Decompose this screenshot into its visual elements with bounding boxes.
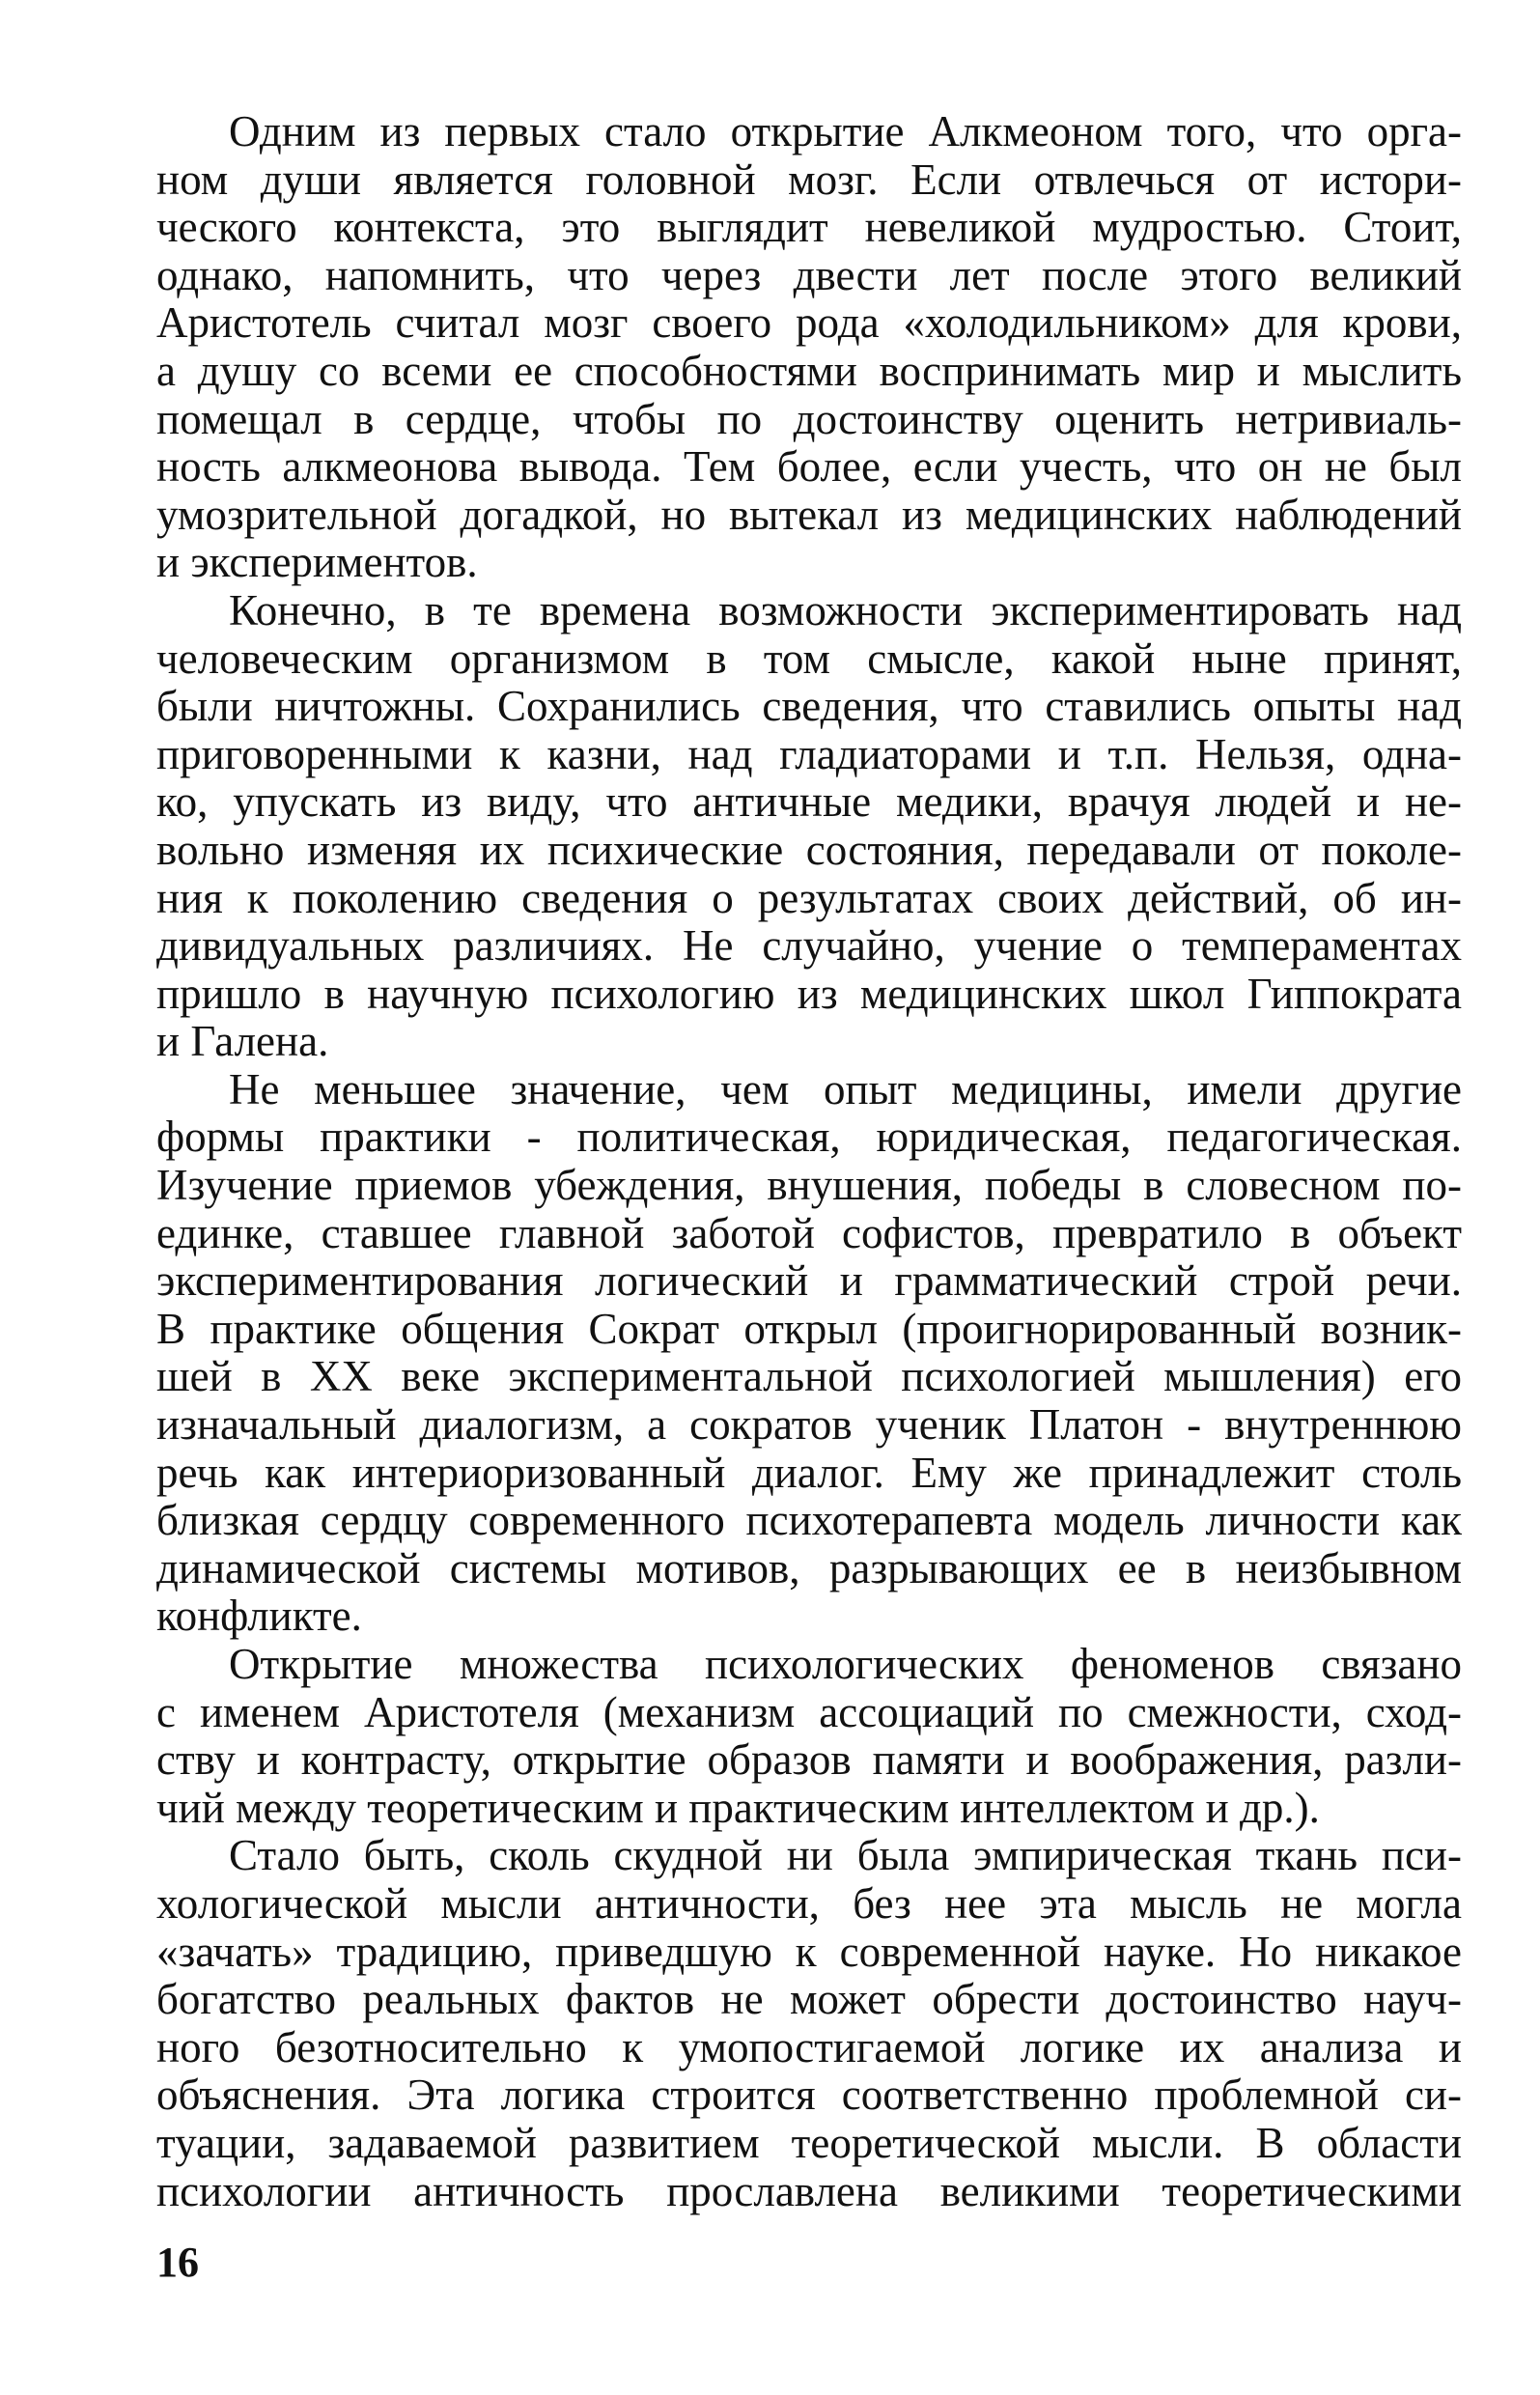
paragraph-5	[156, 1832, 1462, 2215]
text-line: а душу со всеми ее способностями воспринимать мир и мыслить	[156, 346, 1462, 395]
text-line: приговоренными к казни, над гладиаторами и т.п. Нельзя, одна-	[156, 729, 1462, 778]
text-line: богатство реальных фактов не может обрести достоинство науч-	[156, 1975, 1462, 2024]
text-line: Одним из первых стало открытие Алкмеоном того, что орга-	[229, 107, 1462, 155]
text-line: близкая сердцу современного психотерапевта модель личности как	[156, 1496, 1462, 1545]
paragraph-3	[156, 1066, 1462, 1641]
text-line: умозрительной догадкой, но вытекал из медицинских наблюдений	[156, 490, 1462, 539]
text-line: пришло в научную психологию из медицинских школ Гиппократа	[156, 969, 1462, 1018]
text-line: однако, напомнить, что через двести лет после этого великий	[156, 250, 1462, 299]
text-line: ность алкмеонова вывода. Тем более, если учесть, что он не был	[156, 442, 1462, 492]
text-line: динамической системы мотивов, разрывающих ее в неизбывном	[156, 1543, 1462, 1592]
text-line: конфликте.	[156, 1592, 362, 1641]
text-line: дивидуальных различиях. Не случайно, учение о темпераментах	[156, 921, 1462, 971]
text-line: единке, ставшее главной заботой софистов, превратило в объект	[156, 1208, 1462, 1257]
text-line: Конечно, в те времена возможности экспериментировать над	[229, 585, 1462, 634]
text-line: были ничтожны. Сохранились сведения, что ставились опыты над	[156, 682, 1462, 731]
text-line: психологии античность прославлена великими теоретическими	[156, 2166, 1462, 2215]
paragraph-2	[156, 587, 1462, 1066]
text-line: экспериментирования логический и грамматический строй речи.	[156, 1256, 1462, 1306]
text-line: Изучение приемов убеждения, внушения, победы в словесном по-	[156, 1161, 1462, 1210]
text-line: «зачать» традицию, приведшую к современной науке. Но никакое	[156, 1927, 1462, 1976]
text-line: ко, упускать из виду, что античные медики, врачуя людей и не-	[156, 777, 1462, 827]
text-line: Не меньшее значение, чем опыт медицины, имели другие	[229, 1064, 1462, 1113]
text-line: Открытие множества психологических феноменов связано	[229, 1640, 1462, 1688]
text-line: Стало быть, сколь скудной ни была эмпирическая ткань пси-	[229, 1831, 1462, 1880]
text-line: туации, задаваемой развитием теоретической мысли. В области	[156, 2118, 1462, 2167]
text-line: формы практики - политическая, юридическая, педагогическая.	[156, 1113, 1462, 1162]
text-line: В практике общения Сократ открыл (проигнорированный возник-	[156, 1304, 1462, 1353]
text-line: и экспериментов.	[156, 538, 478, 587]
text-line: ния к поколению сведения о результатах своих действий, об ин-	[156, 873, 1462, 922]
text-line: хологической мысли античности, без нее эта мысль не могла	[156, 1878, 1462, 1928]
text-line: изначальный диалогизм, а сократов ученик Платон - внутреннюю	[156, 1400, 1462, 1450]
text-line: человеческим организмом в том смысле, какой ныне принят,	[156, 634, 1462, 683]
text-line: чий между теоретическим и практическим интеллектом и др.).	[156, 1783, 1320, 1832]
text-line: ству и контрасту, открытие образов памяти и воображения, разли-	[156, 1735, 1462, 1785]
text-line: ческого контекста, это выглядит невеликой мудростью. Стоит,	[156, 203, 1462, 252]
text-line: и Галена.	[156, 1017, 329, 1066]
text-line: помещал в сердце, чтобы по достоинству оценить нетривиаль-	[156, 394, 1462, 443]
paragraph-4	[156, 1641, 1462, 1832]
paragraph-1	[156, 108, 1462, 587]
text-line: ном души является головной мозг. Если отвлечься от истори-	[156, 155, 1462, 204]
text-line: Аристотель считал мозг своего рода «холодильником» для крови,	[156, 298, 1462, 348]
text-line: ного безотносительно к умопостигаемой логике их анализа и	[156, 2022, 1462, 2071]
text-line: с именем Аристотеля (механизм ассоциаций по смежности, сход-	[156, 1687, 1462, 1736]
text-line: речь как интериоризованный диалог. Ему же принадлежит столь	[156, 1448, 1462, 1497]
text-line: шей в XX веке экспериментальной психологией мышления) его	[156, 1352, 1462, 1401]
page-number: 16	[156, 2239, 199, 2286]
body-text	[156, 108, 1462, 2215]
text-line: объяснения. Эта логика строится соответственно проблемной си-	[156, 2071, 1462, 2120]
text-line: вольно изменяя их психические состояния, передавали от поколе-	[156, 825, 1462, 874]
